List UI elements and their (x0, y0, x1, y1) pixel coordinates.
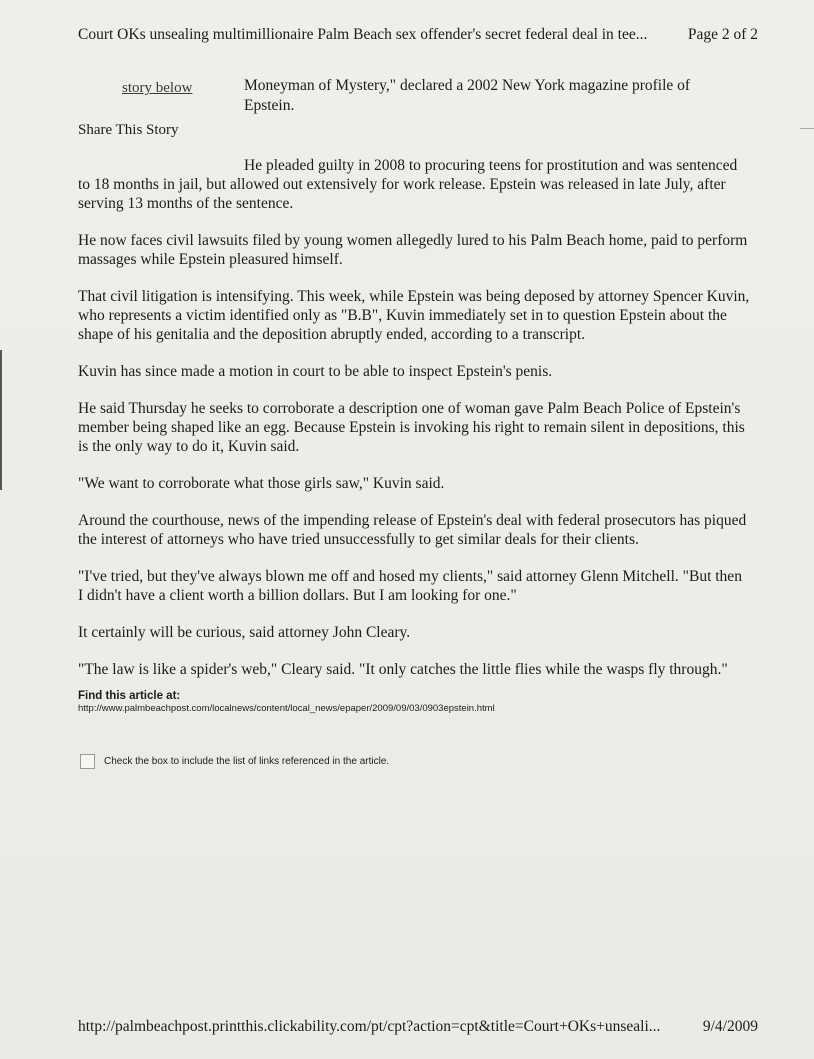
scan-edge-mark (800, 128, 814, 129)
article-paragraph: "We want to corroborate what those girls saw," Kuvin said. (78, 475, 445, 492)
article-body (78, 136, 750, 697)
header-title: Court OKs unsealing multimillionaire Palm Beach sex offender's secret federal deal in tee... (78, 26, 648, 43)
article-paragraph: Around the courthouse, news of the impending release of Epstein's deal with federal prosecutors has piqued the interest of attorneys who have tried unsuccessfully to get similar deals for their clients. (78, 512, 747, 548)
page-header (78, 26, 758, 44)
page-footer (78, 1018, 758, 1036)
article-paragraph: Kuvin has since made a motion in court to be able to inspect Epstein's penis. (78, 363, 553, 380)
article-paragraph: "The law is like a spider's web," Cleary said. "It only catches the little flies while the wasps fly through." (78, 661, 728, 678)
share-this-story[interactable]: Share This Story (78, 122, 179, 138)
footer-url: http://palmbeachpost.printthis.clickability.com/pt/cpt?action=cpt&title=Court+OKs+unseali... (78, 1018, 661, 1035)
include-links-label: Check the box to include the list of links referenced in the article. (104, 756, 390, 767)
scan-edge-mark (0, 350, 2, 490)
article-paragraph: He now faces civil lawsuits filed by young women allegedly lured to his Palm Beach home, paid to perform massages while Epstein pleasured himself. (78, 232, 748, 268)
include-links-checkbox[interactable] (80, 754, 95, 769)
article-paragraph: He pleaded guilty in 2008 to procuring teens for prostitution and was sentenced to 18 months in jail, but allowed out extensively for work release. Epstein was released in late July, after serving 13 months of the sentence. (78, 157, 738, 212)
find-article-section (78, 690, 495, 714)
story-below-link[interactable]: story below (122, 80, 193, 96)
footer-date: 9/4/2009 (702, 1018, 758, 1035)
article-paragraph: That civil litigation is intensifying. This week, while Epstein was being deposed by attorney Spencer Kuvin, who represents a victim identified only as "B.B", Kuvin immediately set in to question Epstein about the shape of his genitalia and the deposition abruptly ended, according to a transcript. (78, 288, 750, 343)
article-paragraph: He said Thursday he seeks to corroborate a description one of woman gave Palm Beach Police of Epstein's member being shaped like an egg. Because Epstein is invoking his right to remain silent in depositions, this is the only way to do it, Kuvin said. (78, 400, 745, 455)
article-paragraph: "I've tried, but they've always blown me off and hosed my clients," said attorney Glenn Mitchell. "But then I didn't have a client worth a billion dollars. But I am looking for one." (78, 568, 742, 604)
lead-paragraph: Moneyman of Mystery," declared a 2002 New York magazine profile of Epstein. (244, 77, 691, 114)
header-page-number: Page 2 of 2 (687, 26, 758, 43)
article-url[interactable]: http://www.palmbeachpost.com/localnews/content/local_news/epaper/2009/09/03/0903epstein.html (78, 703, 495, 714)
article-paragraph: It certainly will be curious, said attorney John Cleary. (78, 624, 411, 641)
find-article-title: Find this article at: (78, 690, 181, 702)
include-links-option (80, 754, 389, 769)
